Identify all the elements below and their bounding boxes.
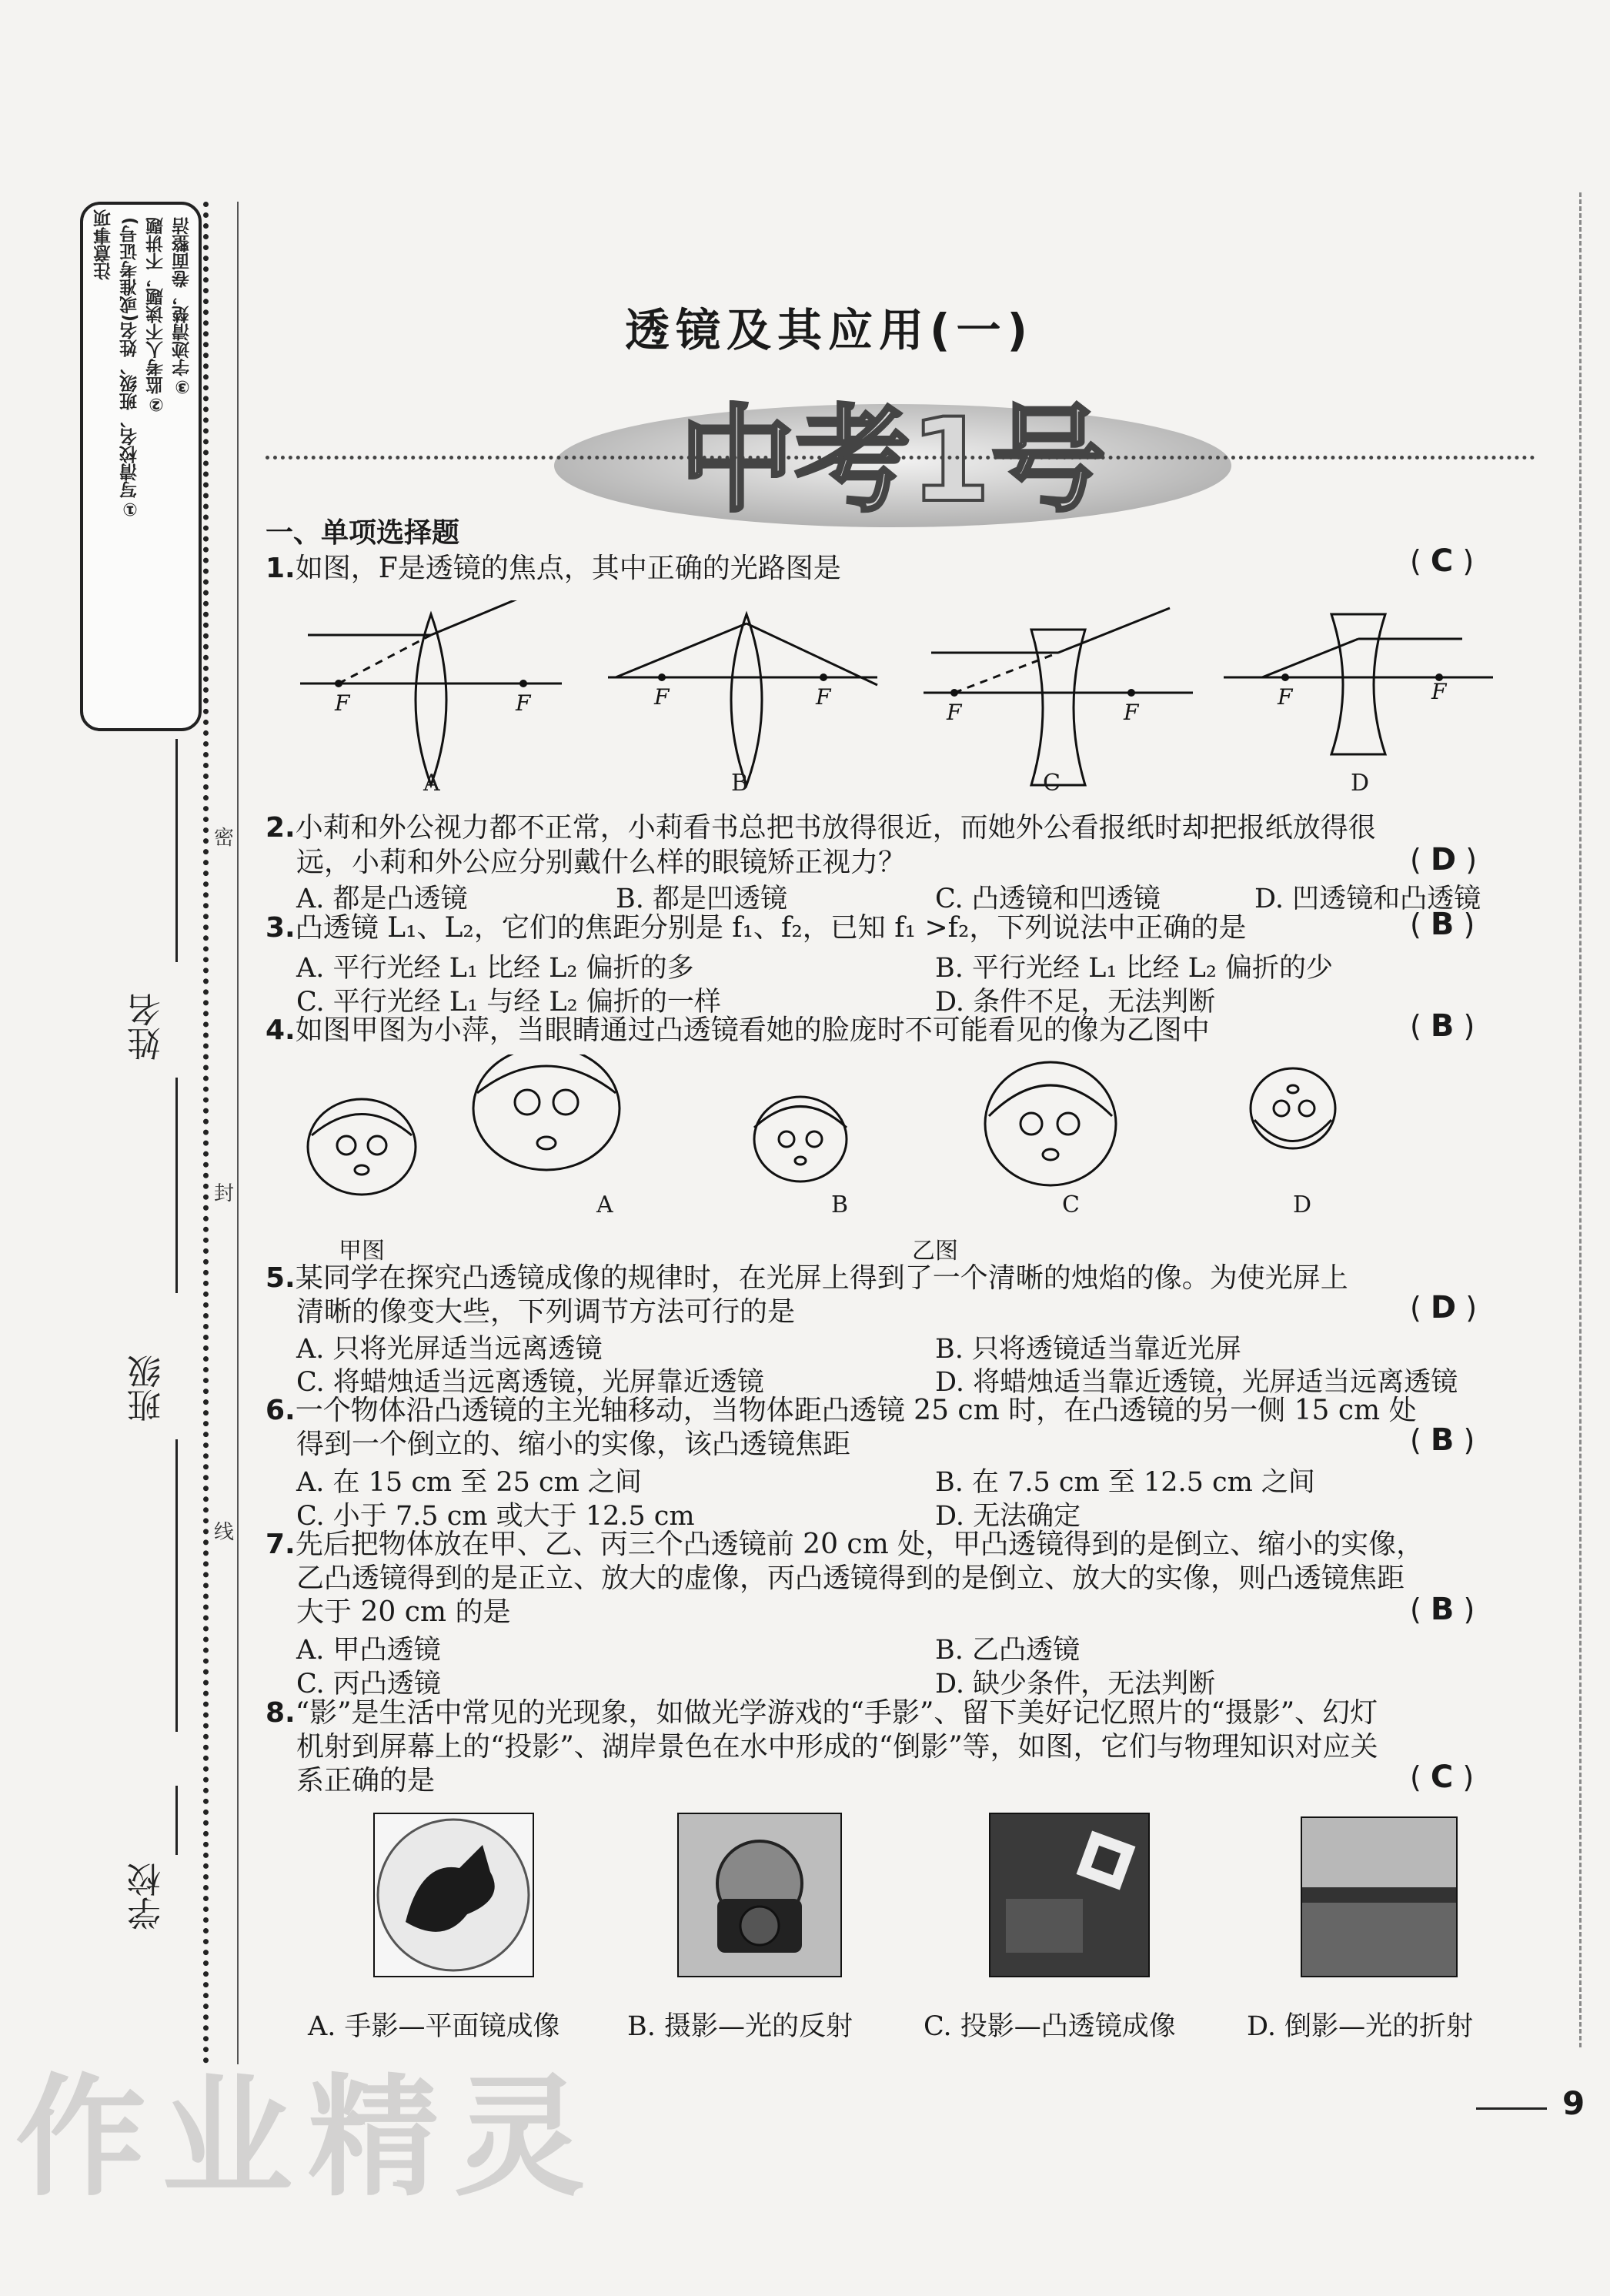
exam-notes — [86, 209, 190, 717]
question-6: 6.一个物体沿凸透镜的主光轴移动，当物体距凸透镜 25 cm 时，在凸透镜的另一侧 15 cm 处 — [266, 1395, 1417, 1426]
question-6-line-2: 得到一个倒立的、缩小的实像，该凸透镜焦距 — [296, 1429, 851, 1460]
question-number: 1. — [266, 553, 296, 584]
face-figures — [292, 1054, 1370, 1208]
notes-label: 注意事项 — [94, 209, 114, 280]
question-text: 如图，F是透镜的焦点，其中正确的光路图是 — [295, 553, 841, 584]
photo-reflection — [1301, 1816, 1458, 1977]
option-7a: A. 甲凸透镜 — [296, 1635, 441, 1666]
question-7-line-3: 大于 20 cm 的是 — [296, 1596, 511, 1628]
name-line — [175, 739, 178, 962]
right-dashed-border — [1579, 192, 1582, 2047]
option-7b: B. 乙凸透镜 — [935, 1635, 1080, 1666]
binding-solid-line — [237, 202, 239, 2064]
seal-char-mi: 密 — [214, 827, 235, 850]
option-8b: B. 摄影—光的反射 — [627, 2011, 853, 2042]
watermark: 作业精灵 — [15, 2062, 601, 2214]
option-5c: C. 将蜡烛适当远离透镜，光屏靠近透镜 — [296, 1367, 764, 1398]
diagram-label-b: B — [731, 770, 749, 797]
svg-text:F: F — [1278, 684, 1293, 710]
binding-dotted-line — [203, 202, 209, 2064]
answer-1: ( C ) — [1410, 543, 1475, 579]
svg-text:F: F — [654, 684, 670, 710]
school-label: 学校 — [128, 1863, 167, 1930]
note-3: ③字迹清楚，卷面整洁 — [172, 217, 192, 396]
svg-text:F: F — [1124, 700, 1139, 725]
question-8-line-3: 系正确的是 — [296, 1765, 436, 1796]
option-2c: C. 凸透镜和凹透镜 — [935, 884, 1161, 914]
option-5a: A. 只将光屏适当远离透镜 — [296, 1334, 603, 1365]
answer-3: ( B ) — [1410, 907, 1475, 942]
option-6b: B. 在 7.5 cm 至 12.5 cm 之间 — [935, 1467, 1315, 1498]
figure-label-d: D — [1293, 1191, 1312, 1218]
figure-label-c: C — [1062, 1191, 1080, 1218]
option-3b: B. 平行光经 L₁ 比经 L₂ 偏折的少 — [935, 953, 1334, 984]
header-divider — [266, 456, 1535, 460]
class-line — [175, 1439, 178, 1732]
question-8: 8.“影”是生活中常见的光现象，如做光学游戏的“手影”、留下美好记忆照片的“摄影”、幻灯 — [266, 1697, 1378, 1729]
question-7-line-2: 乙凸透镜得到的是正立、放大的虚像，丙凸透镜得到的是倒立、放大的实像，则凸透镜焦距 — [296, 1562, 1405, 1594]
seal-char-xian: 线 — [214, 1521, 235, 1544]
question-5: 5.某同学在探究凸透镜成像的规律时，在光屏上得到了一个清晰的烛焰的像。为使光屏上 — [266, 1262, 1348, 1294]
name-line-2 — [175, 1078, 178, 1293]
photo-camera — [677, 1813, 842, 1977]
answer-2: ( D ) — [1410, 842, 1478, 877]
option-3c: C. 平行光经 L₁ 与经 L₂ 偏折的一样 — [296, 987, 721, 1018]
question-2-line-2: 远，小莉和外公应分别戴什么样的眼镜矫正视力？ — [296, 847, 907, 878]
option-5d: D. 将蜡烛适当靠近透镜，光屏适当远离透镜 — [935, 1367, 1458, 1398]
option-8d: D. 倒影—光的折射 — [1247, 2011, 1474, 2042]
option-5b: B. 只将透镜适当靠近光屏 — [935, 1334, 1241, 1365]
answer-5: ( D ) — [1410, 1290, 1478, 1325]
svg-text:F: F — [947, 700, 962, 725]
figure-label-yi: 乙图 — [912, 1238, 958, 1265]
question-3: 3.凸透镜 L₁、L₂，它们的焦距分别是 f₁、f₂，已知 f₁ >f₂，下列说法中正确的是 — [266, 912, 1247, 944]
option-3d: D. 条件不足，无法判断 — [935, 987, 1216, 1018]
photo-hand-shadow — [373, 1813, 534, 1977]
svg-text:F: F — [816, 684, 831, 710]
page-title: 透镜及其应用(一) — [625, 304, 1034, 356]
banner-logo — [554, 400, 1231, 531]
seal-char-feng: 封 — [214, 1182, 235, 1205]
diagram-label-c: C — [1043, 770, 1061, 797]
option-7d: D. 缺少条件，无法判断 — [935, 1669, 1216, 1699]
class-label: 班级 — [128, 1355, 167, 1422]
figure-label-b: B — [831, 1191, 849, 1218]
answer-4: ( B ) — [1410, 1008, 1475, 1044]
option-6d: D. 无法确定 — [935, 1501, 1081, 1532]
question-8-line-2: 机射到屏幕上的“投影”、湖岸景色在水中形成的“倒影”等，如图，它们与物理知识对应关 — [296, 1731, 1378, 1763]
answer-8: ( C ) — [1410, 1760, 1475, 1795]
diagram-label-d: D — [1351, 770, 1370, 797]
answer-7: ( B ) — [1410, 1592, 1475, 1627]
note-1: ①写清校名、班级、姓名(或准考证号) — [120, 217, 140, 520]
question-4: 4.如图甲图为小萍，当眼睛通过凸透镜看她的脸庞时不可能看见的像为乙图中 — [266, 1014, 1210, 1046]
section-heading: 一、单项选择题 — [266, 517, 460, 549]
page-number-rule — [1476, 2107, 1547, 2110]
photo-projector — [989, 1813, 1150, 1977]
option-8a: A. 手影—平面镜成像 — [308, 2011, 560, 2042]
option-7c: C. 丙凸透镜 — [296, 1669, 441, 1699]
option-3a: A. 平行光经 L₁ 比经 L₂ 偏折的多 — [296, 953, 694, 984]
option-2b: B. 都是凹透镜 — [616, 884, 787, 914]
banner-text: 中考1号 — [679, 400, 1107, 528]
option-6a: A. 在 15 cm 至 25 cm 之间 — [296, 1467, 642, 1498]
page-number: 9 — [1562, 2084, 1585, 2122]
diagram-label-a: A — [423, 770, 440, 797]
svg-text:F: F — [1431, 679, 1447, 704]
svg-text:F: F — [516, 690, 531, 716]
note-2: ②监考人不读题，不讲题 — [146, 217, 166, 414]
school-line — [175, 1786, 178, 1855]
answer-6: ( B ) — [1410, 1422, 1475, 1458]
figure-label-jia: 甲图 — [339, 1238, 385, 1265]
name-label: 姓名 — [128, 993, 167, 1061]
question-2: 2.小莉和外公视力都不正常，小莉看书总把书放得很近，而她外公看报纸时却把报纸放得很 — [266, 812, 1376, 844]
svg-text:F: F — [335, 690, 350, 716]
question-5-line-2: 清晰的像变大些，下列调节方法可行的是 — [296, 1296, 796, 1328]
question-7: 7.先后把物体放在甲、乙、丙三个凸透镜前 20 cm 处，甲凸透镜得到的是倒立、缩小的实像， — [266, 1529, 1425, 1560]
option-2a: A. 都是凸透镜 — [296, 884, 468, 914]
option-2d: D. 凹透镜和凸透镜 — [1254, 884, 1481, 914]
figure-label-a: A — [596, 1191, 613, 1218]
option-6c: C. 小于 7.5 cm 或大于 12.5 cm — [296, 1501, 695, 1532]
option-8c: C. 投影—凸透镜成像 — [924, 2011, 1176, 2042]
question-1 — [266, 553, 841, 585]
